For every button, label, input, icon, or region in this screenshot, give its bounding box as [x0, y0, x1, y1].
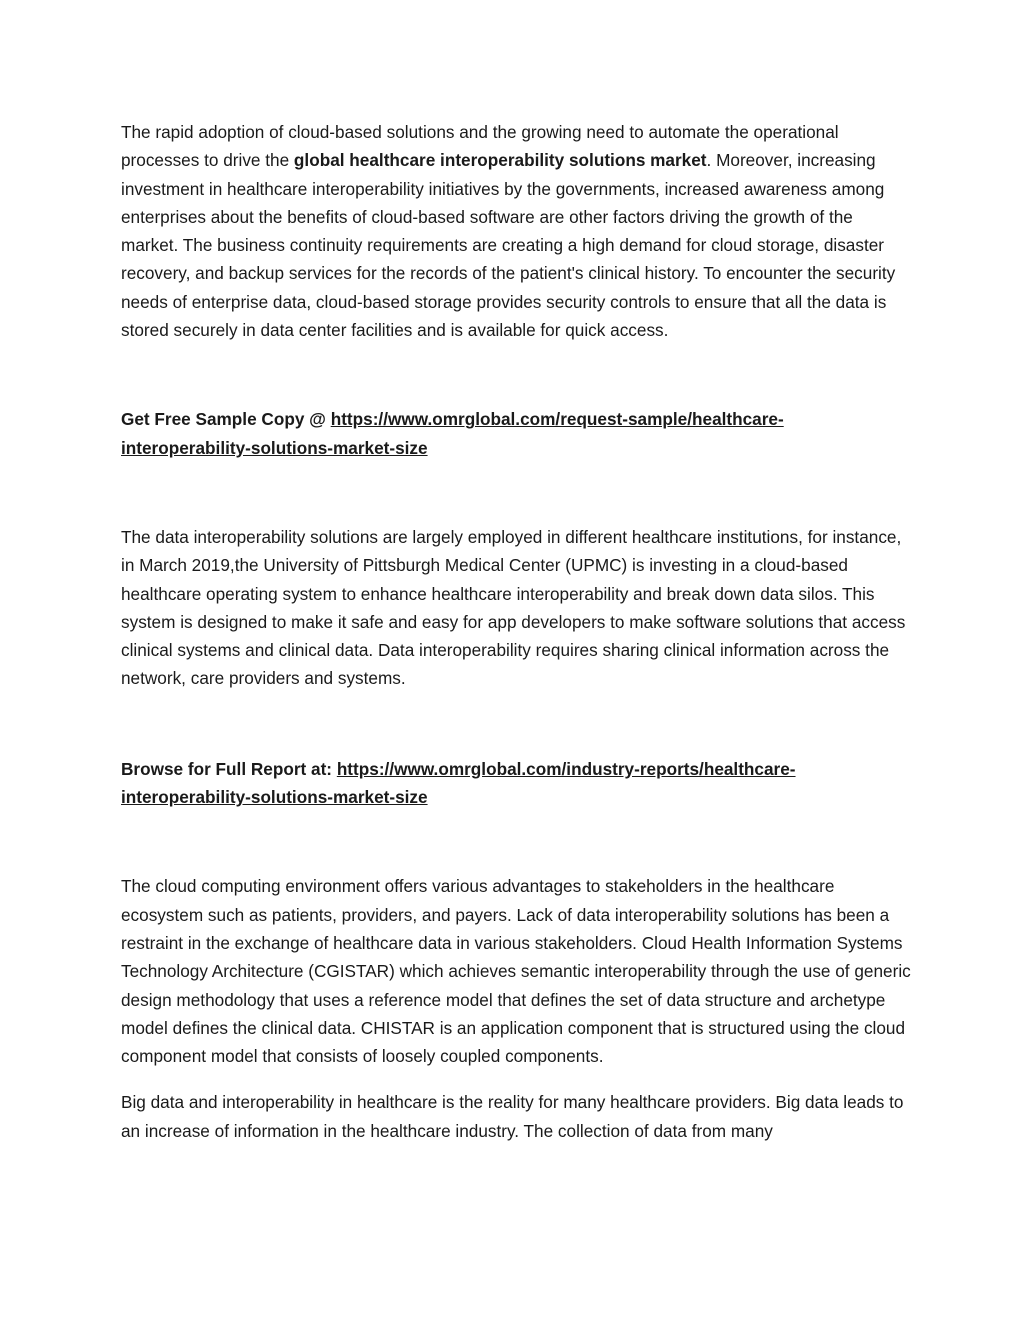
paragraph-text: The rapid adoption of cloud-based solutions and the growing need to automate the operational processes to drive the — [121, 122, 839, 171]
sample-copy-link-text: https://www.omrglobal.com/request-sample/healthcare- — [330, 409, 784, 430]
sample-copy-label: Get Free Sample Copy @ — [121, 409, 331, 430]
paragraph-upmc-example: The data interoperability solutions are largely employed in different healthcare institutions, for instance, in March 2019,the University of Pittsburgh Medical Center (UPMC) is investing in a cloud-based healthcare operating system to enhance healthcare interoperability and break down data silos. This system is designed to make it safe and easy for app developers to make software solutions that access clinical systems and clinical data. Data interoperability requires sharing clinical information across the network, care providers and systems. — [121, 526, 906, 689]
full-report-link-text: interoperability-solutions-market-size — [121, 787, 428, 808]
full-report-label: Browse for Full Report at: — [121, 758, 337, 779]
paragraph-text: . Moreover, increasing investment in healthcare interoperability initiatives by the governments, increased awareness among enterprises about the benefits of cloud-based software are other factors driving the growth of the market. The business continuity requirements are creating a high demand for cloud storage, disaster recovery, and backup services for the records of the patient's clinical history. To encounter the security needs of enterprise data, cloud-based storage provides security controls to ensure that all the data is stored securely in data center facilities and is available for quick access. — [121, 150, 896, 341]
document-body — [121, 118, 911, 1145]
spacer — [121, 344, 911, 405]
bold-market-name: global healthcare interoperability solutions market — [293, 150, 707, 171]
paragraph-cloud-computing: The cloud computing environment offers various advantages to stakeholders in the healthcare ecosystem such as patients, providers, and payers. Lack of data interoperability solutions has been a restraint in the exchange of healthcare data in various stakeholders. Cloud Health Information Systems Technology Architecture (CGISTAR) which achieves semantic interoperability through the use of generic design methodology that uses a reference model that defines the set of data structure and archetype model defines the clinical data. CHISTAR is an application component that is structured using the cloud component model that consists of loosely coupled components. — [121, 876, 911, 1067]
spacer — [121, 811, 911, 872]
paragraph-market-drivers — [121, 118, 911, 344]
sample-copy-link-text: interoperability-solutions-market-size — [121, 437, 428, 458]
paragraph-big-data: Big data and interoperability in healthcare is the reality for many healthcare providers. Big data leads to an increase of information in the healthcare industry. The collection of data from many — [121, 1092, 904, 1141]
full-report-link-text: https://www.omrglobal.com/industry-reports/healthcare- — [336, 758, 796, 779]
sample-copy-line — [121, 405, 911, 462]
spacer — [121, 462, 911, 523]
spacer — [121, 693, 911, 755]
full-report-line — [121, 755, 911, 812]
spacer — [121, 1070, 911, 1088]
